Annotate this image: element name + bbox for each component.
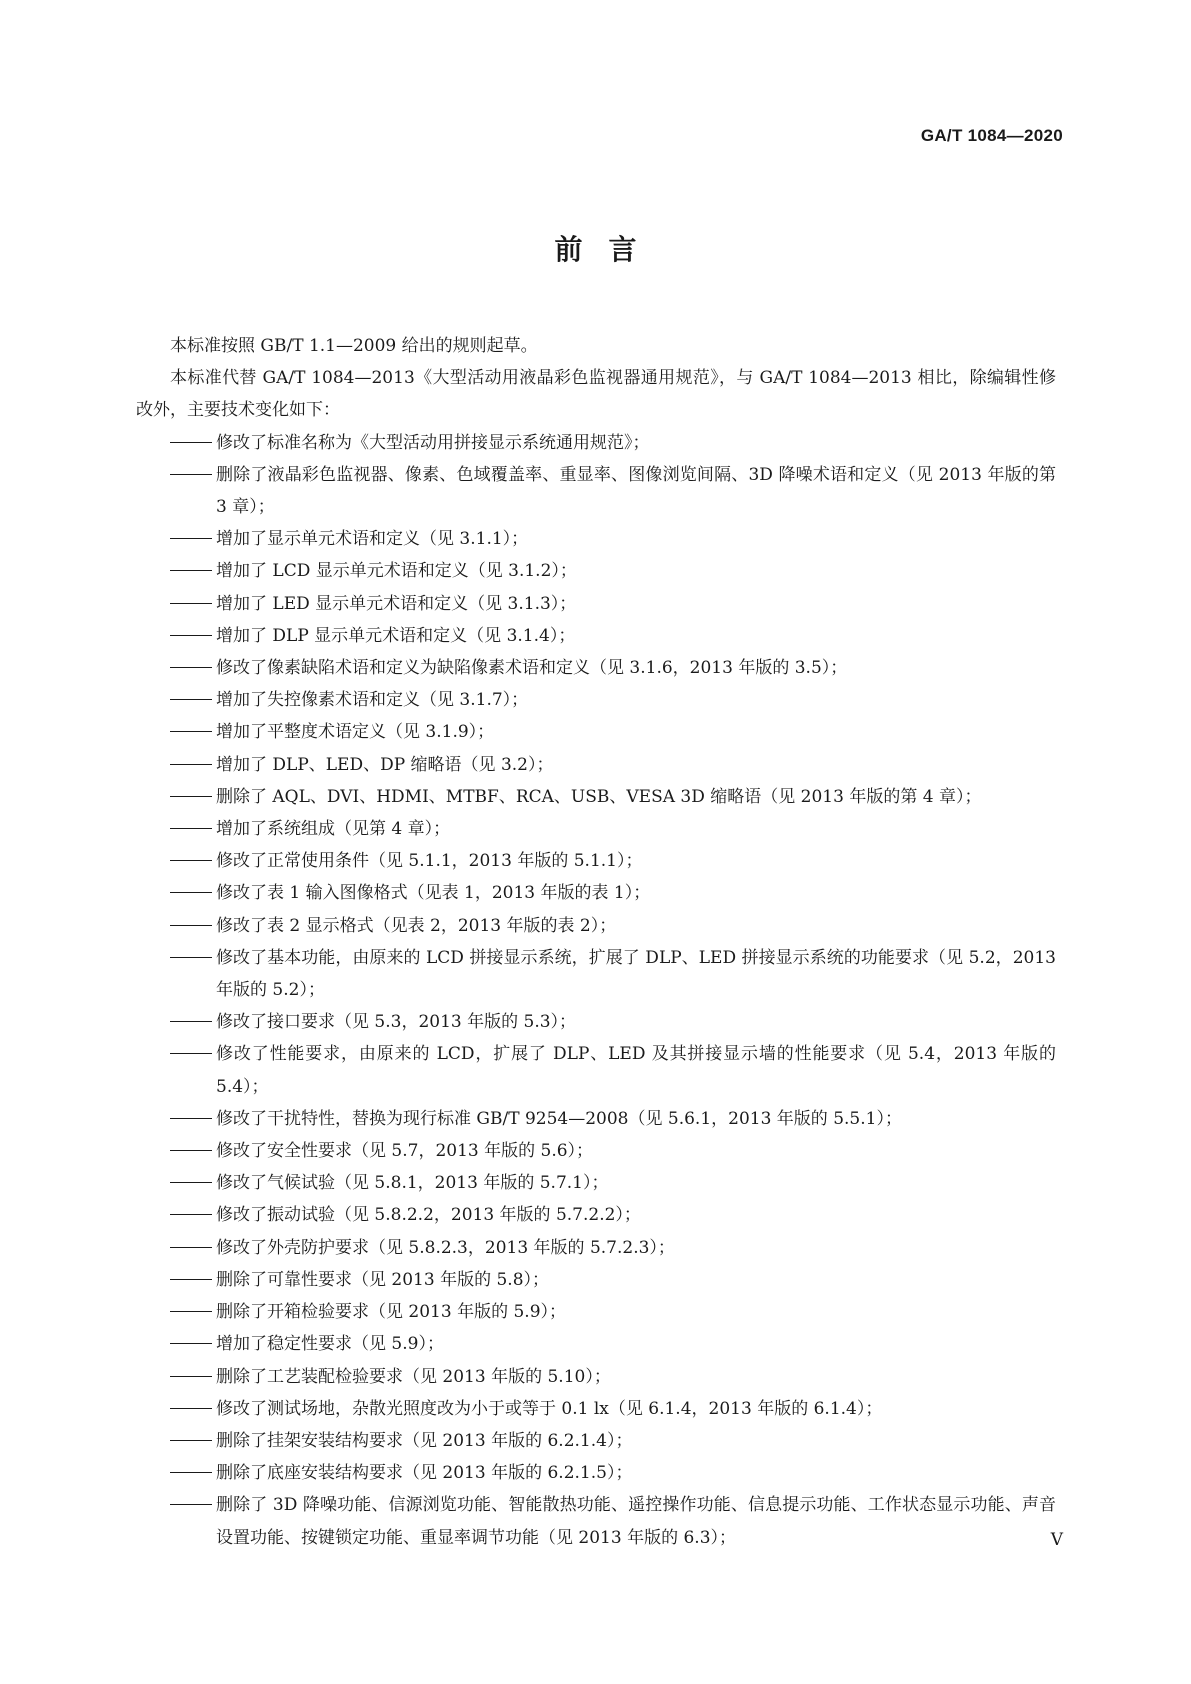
- list-dash: [170, 716, 212, 748]
- list-dash: [170, 652, 212, 684]
- change-item: [136, 845, 1056, 877]
- change-item-text: 修改了接口要求（见 5.3，2013 年版的 5.3）；: [216, 1012, 577, 1033]
- change-item: [136, 523, 1056, 555]
- document-body: [136, 330, 1056, 1554]
- change-item-text: 修改了像素缺陷术语和定义为缺陷像素术语和定义（见 3.1.6，2013 年版的 3.5）；: [216, 658, 848, 679]
- change-item-text: 修改了正常使用条件（见 5.1.1，2013 年版的 5.1.1）；: [216, 851, 643, 872]
- list-dash: [170, 1425, 212, 1457]
- change-item: [136, 1264, 1056, 1296]
- page-title: 前言: [554, 233, 663, 266]
- list-dash: [170, 877, 212, 909]
- change-item-text: 增加了失控像素术语和定义（见 3.1.7）；: [216, 690, 529, 711]
- change-item: [136, 1199, 1056, 1231]
- list-dash: [170, 1167, 212, 1199]
- change-item-text: 删除了底座安装结构要求（见 2013 年版的 6.2.1.5）；: [216, 1463, 633, 1484]
- change-item-text: 修改了性能要求，由原来的 LCD，扩展了 DLP、LED 及其拼接显示墙的性能要求（见 5.4，2013 年版的 5.4）；: [216, 1044, 1056, 1097]
- change-item-text: 修改了表 2 显示格式（见表 2，2013 年版的表 2）；: [216, 915, 617, 936]
- change-item: [136, 813, 1056, 845]
- change-item-text: 删除了 AQL、DVI、HDMI、MTBF、RCA、USB、VESA 3D 缩略语（见 2013 年版的第 4 章）；: [216, 786, 982, 807]
- list-dash: [170, 942, 212, 974]
- change-item: [136, 910, 1056, 942]
- change-item: [136, 1328, 1056, 1360]
- change-item-text: 修改了气候试验（见 5.8.1，2013 年版的 5.7.1）；: [216, 1173, 609, 1194]
- change-item: [136, 942, 1056, 1006]
- change-item-text: 增加了 DLP 显示单元术语和定义（见 3.1.4）；: [216, 625, 576, 646]
- change-item-text: 增加了稳定性要求（见 5.9）；: [216, 1334, 444, 1355]
- list-dash: [170, 845, 212, 877]
- change-item-text: 删除了挂架安装结构要求（见 2013 年版的 6.2.1.4）；: [216, 1430, 633, 1451]
- intro-paragraph-drafting-rule: 本标准按照 GB/T 1.1—2009 给出的规则起草。: [170, 336, 538, 356]
- list-dash: [170, 1296, 212, 1328]
- intro-paragraph-replacement: 本标准代替 GA/T 1084—2013《大型活动用液晶彩色监视器通用规范》，与 GA/T 1084—2013 相比，除编辑性修改外，主要技术变化如下：: [136, 368, 1056, 421]
- change-item-text: 删除了 3D 降噪功能、信源浏览功能、智能散热功能、遥控操作功能、信息提示功能、工作状态显示功能、声音设置功能、按键锁定功能、重显率调节功能（见 2013 年版的 6.3）；: [216, 1495, 1056, 1548]
- list-dash: [170, 1393, 212, 1425]
- change-item-text: 增加了平整度术语定义（见 3.1.9）；: [216, 722, 495, 743]
- list-dash: [170, 555, 212, 587]
- change-item: [136, 1393, 1056, 1425]
- change-item: [136, 1361, 1056, 1393]
- change-item-text: 增加了显示单元术语和定义（见 3.1.1）；: [216, 529, 529, 550]
- change-item: [136, 781, 1056, 813]
- change-item: [136, 427, 1056, 459]
- change-item-text: 删除了液晶彩色监视器、像素、色域覆盖率、重显率、图像浏览间隔、3D 降噪术语和定义（见 2013 年版的第 3 章）；: [216, 464, 1056, 518]
- change-item: [136, 1135, 1056, 1167]
- change-item-text: 修改了表 1 输入图像格式（见表 1，2013 年版的表 1）；: [216, 883, 651, 904]
- list-dash: [170, 1457, 212, 1489]
- change-item: [136, 877, 1056, 909]
- change-list: [136, 427, 1056, 1554]
- list-dash: [170, 523, 212, 555]
- list-dash: [170, 910, 212, 942]
- change-item: [136, 1457, 1056, 1489]
- change-item: [136, 1006, 1056, 1038]
- change-item: [136, 588, 1056, 620]
- change-item-text: 增加了 LED 显示单元术语和定义（见 3.1.3）；: [216, 593, 577, 614]
- change-item: [136, 1425, 1056, 1457]
- change-item-text: 修改了安全性要求（见 5.7，2013 年版的 5.6）；: [216, 1141, 594, 1162]
- change-item: [136, 1103, 1056, 1135]
- list-dash: [170, 1232, 212, 1264]
- change-item-text: 删除了开箱检验要求（见 2013 年版的 5.9）；: [216, 1302, 567, 1323]
- list-dash: [170, 749, 212, 781]
- list-dash: [170, 684, 212, 716]
- change-item: [136, 1167, 1056, 1199]
- change-item: [136, 1296, 1056, 1328]
- change-item: [136, 1038, 1056, 1102]
- change-item-text: 删除了工艺装配检验要求（见 2013 年版的 5.10）；: [216, 1366, 611, 1387]
- change-item-text: 修改了基本功能，由原来的 LCD 拼接显示系统，扩展了 DLP、LED 拼接显示系统的功能要求（见 5.2，2013 年版的 5.2）；: [216, 947, 1056, 1001]
- list-dash: [170, 1328, 212, 1360]
- list-dash: [170, 781, 212, 813]
- list-dash: [170, 1006, 212, 1038]
- change-item-text: 删除了可靠性要求（见 2013 年版的 5.8）；: [216, 1269, 550, 1290]
- change-item: [136, 684, 1056, 716]
- change-item: [136, 652, 1056, 684]
- list-dash: [170, 1038, 212, 1070]
- change-item: [136, 1232, 1056, 1264]
- change-item-text: 修改了测试场地，杂散光照度改为小于或等于 0.1 lx（见 6.1.4，2013 年版的 6.1.4）；: [216, 1398, 883, 1419]
- list-dash: [170, 588, 212, 620]
- change-item: [136, 716, 1056, 748]
- change-item-text: 增加了系统组成（见第 4 章）；: [216, 819, 451, 840]
- change-item: [136, 1489, 1056, 1553]
- change-item-text: 修改了振动试验（见 5.8.2.2，2013 年版的 5.7.2.2）；: [216, 1205, 641, 1226]
- list-dash: [170, 427, 212, 459]
- change-item-text: 修改了标准名称为《大型活动用拼接显示系统通用规范》；: [216, 432, 650, 453]
- change-item: [136, 459, 1056, 523]
- standard-code: GA/T 1084—2020: [920, 126, 1063, 145]
- change-item-text: 增加了 DLP、LED、DP 缩略语（见 3.2）；: [216, 754, 554, 775]
- change-item: [136, 749, 1056, 781]
- list-dash: [170, 813, 212, 845]
- list-dash: [170, 1361, 212, 1393]
- change-item: [136, 620, 1056, 652]
- list-dash: [170, 1199, 212, 1231]
- list-dash: [170, 1264, 212, 1296]
- change-item: [136, 555, 1056, 587]
- change-item-text: 增加了 LCD 显示单元术语和定义（见 3.1.2）；: [216, 561, 577, 582]
- list-dash: [170, 1103, 212, 1135]
- list-dash: [170, 620, 212, 652]
- page-number: V: [1050, 1530, 1063, 1550]
- change-item-text: 修改了干扰特性，替换为现行标准 GB/T 9254—2008（见 5.6.1，2013 年版的 5.5.1）；: [216, 1108, 902, 1129]
- list-dash: [170, 459, 212, 491]
- list-dash: [170, 1135, 212, 1167]
- list-dash: [170, 1489, 212, 1521]
- change-item-text: 修改了外壳防护要求（见 5.8.2.3，2013 年版的 5.7.2.3）；: [216, 1237, 675, 1258]
